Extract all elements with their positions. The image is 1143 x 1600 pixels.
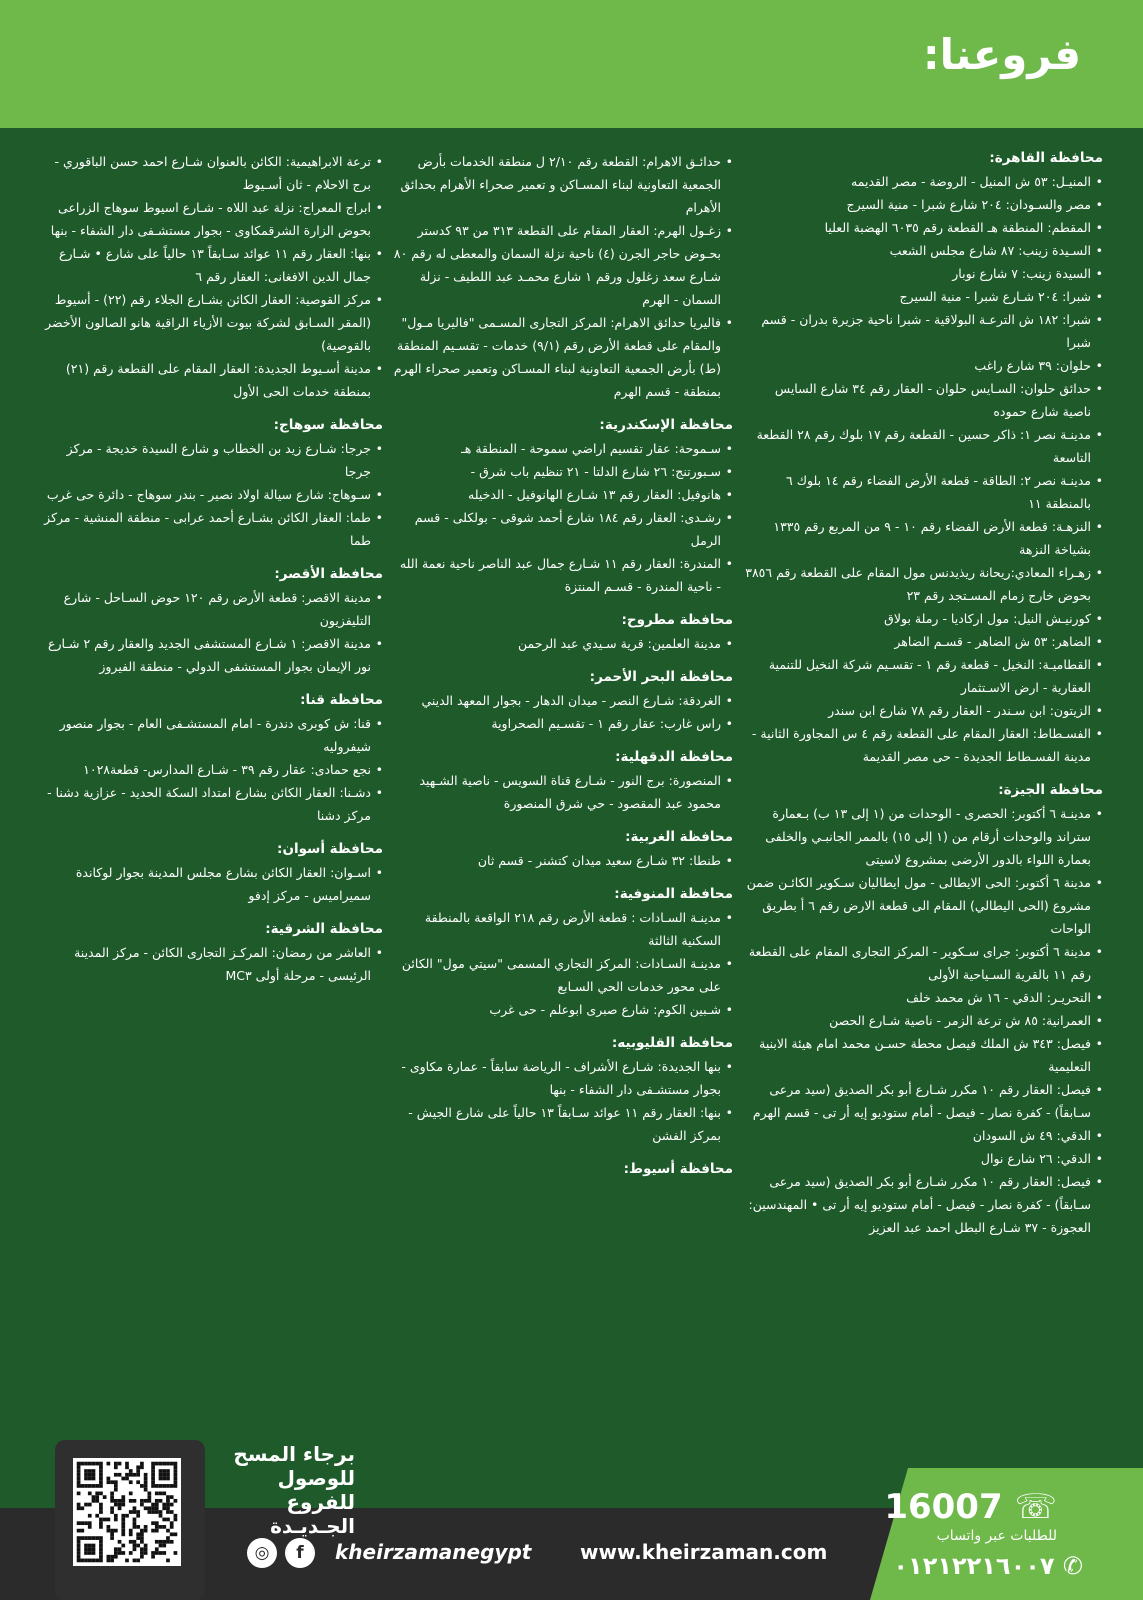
instagram-icon[interactable]: ◎ <box>247 1538 277 1568</box>
branch-item: • القطاميـة: النخيل - قطعة رقم ١ - تقسـيم شركة النخيل للتنمية العقارية - ارض الاسـتثمار <box>743 653 1103 699</box>
branch-item: • مدينة العلمين: قرية سـيدي عبد الرحمن <box>393 632 733 655</box>
branch-item: • هانوفيل: العقار رقم ١٣ شـارع الهانوفيل - الدخيله <box>393 483 733 506</box>
qr-caption: برجاء المسح للوصول للفروع الجـديـدة <box>233 1442 355 1538</box>
branch-item: • كورنيـش النيل: مول اركاديا - رملة بولاق <box>743 607 1103 630</box>
branch-item: • سـبورتنج: ٢٦ شارع الدلتا - ٢١ تنظيم باب شرق - <box>393 460 733 483</box>
branch-list <box>38 150 383 403</box>
branch-list <box>393 437 733 598</box>
website-link[interactable]: www.kheirzaman.com <box>580 1540 828 1564</box>
branch-item: • حدائـق الاهرام: القطعة رقم ٢/١٠ ل منطقة الخدمات بأرض الجمعية التعاونية لبناء المسـاكن و تعمير صحراء الأهرام بحدائق الأهرام <box>393 150 733 219</box>
branch-item: • نجع حمادى: عقار رقم ٣٩ - شـارع المدارس- قطعة١٠٢٨ <box>38 758 383 781</box>
governorate-title: محافظة الغربية: <box>625 829 733 845</box>
branch-item: • شبرا: ١٨٢ ش الترعـة البولاقية - شبرا ناحية جزيرة بدران - قسم شبرا <box>743 308 1103 354</box>
branch-item: • بنها: العقار رقم ١١ عوائد سـابقاً ١٣ حالياً على شارع • شـارع جمال الدين الافغانى: العقار رقم ٦ <box>38 242 383 288</box>
branch-item: • جرجا: شـارع زيد بن الخطاب و شارع السيدة خديجة - مركز جرجا <box>38 437 383 483</box>
branch-list <box>393 1055 733 1147</box>
governorate-section <box>38 417 383 552</box>
branch-list <box>393 769 733 815</box>
branch-list <box>393 689 733 735</box>
branch-item: • المنصورة: برج النور - شـارع قناة السويس - ناصية الشـهيد محمود عبد المقصود - حي شرق المنصورة <box>393 769 733 815</box>
branch-item: • ترعة الابراهيمية: الكائن بالعنوان شـارع احمد حسن الباقوري - برج الاحلام - ثان أسـيوط <box>38 150 383 196</box>
branch-list <box>38 437 383 552</box>
branch-list <box>743 170 1103 768</box>
phone-icon: ☏ <box>1014 1487 1057 1527</box>
whatsapp-number[interactable]: ✆ ٠١٢١٢٢١٦٠٠٧ <box>893 1552 1083 1580</box>
branch-item: • فاليريا حدائق الاهرام: المركز التجارى المسـمى "فاليريا مـول" والمقام على قطعة الأرض رقم (٩/١) خدمات - تقسـيم المنطقة (ط) بأرض الجمعية التعاونية لبناء المسـاكن وتعمير صحراء الهرم بمنطقة - قسم الهرم <box>393 311 733 403</box>
branch-item: • رشـدى: العقار رقم ١٨٤ شارع أحمد شوقى - بولكلى - قسم الرمل <box>393 506 733 552</box>
governorate-section <box>393 669 733 735</box>
branch-item: • التحريـر: الدقي - ١٦ ش محمد خلف <box>743 986 1103 1009</box>
branch-item: • شـبين الكوم: شارع صبرى ابوعلم - حى غرب <box>393 998 733 1021</box>
governorate-title: محافظة الجيزة: <box>998 782 1103 798</box>
branch-list <box>743 802 1103 1239</box>
branch-item: • العاشر من رمضان: المركـز التجارى الكائن - مركز المدينة الرئيسى - مرحلة أولى MC٣ <box>38 941 383 987</box>
branch-item: • الدقي: ٢٦ شارع نوال <box>743 1147 1103 1170</box>
branch-item: • الفسـطاط: العقار المقام على القطعة رقم ٤ س المجاورة الثانية - مدينة الفسـطاط الجديدة - حى مصر القديمة <box>743 722 1103 768</box>
branch-item: • مدينـة السـادات : قطعة الأرض رقم ٢١٨ الواقعة بالمنطقة السكنية الثالثة <box>393 906 733 952</box>
branch-item: • زهـراء المعادي:ريحانة ريذيدنس مول المقام على القطعة رقم ٣٨٥٦ بحوض خارج زمام المسـتجد رقم ٢٣ <box>743 561 1103 607</box>
governorate-section <box>393 1161 733 1177</box>
branches-content <box>38 150 1103 1420</box>
branch-item: • سـوهاج: شارع سيالة اولاد نصير - بندر سوهاج - دائرة حى غرب <box>38 483 383 506</box>
hotline-note: للطلبات عبر واتساب <box>936 1528 1057 1544</box>
governorate-section <box>393 150 733 403</box>
branch-item: • شبرا: ٢٠٤ شـارع شبرا - منية السيرج <box>743 285 1103 308</box>
branch-item: • الضاهر: ٥٣ ش الضاهر - قسـم الضاهر <box>743 630 1103 653</box>
branch-list <box>38 712 383 827</box>
governorate-section <box>743 150 1103 768</box>
branch-item: • راس غارب: عقار رقم ١ - تقسـيم الصحراوية <box>393 712 733 735</box>
branch-item: • الغردقة: شـارع النصر - ميدان الدهار - بجوار المعهد الديني <box>393 689 733 712</box>
governorate-title: محافظة مطروح: <box>621 612 733 628</box>
branch-item: • السيدة زينب: ٧ شارع نوبار <box>743 262 1103 285</box>
branch-item: • مدينـة السـادات: المركز التجاري المسمى "سيتي مول" الكائن على محور خدمات الحي السـابع <box>393 952 733 998</box>
page-title: فروعنا: <box>922 30 1081 79</box>
branch-item: • ابراج المعراج: نزلة عبد اللاه - شـارع اسيوط سوهاج الزراعى بحوض الزارة الشرقمكاوى - بجوار مستشـفى دار الشفاء - بنها <box>38 196 383 242</box>
branch-item: • مدينة ٦ أكتوبر: الحى الايطالى - مول ايطاليان سـكوير الكائـن ضمن مشروع (الحى اليطالي) المقام الى قطعة الارض رقم ٦ أ بطريق الواحات <box>743 871 1103 940</box>
branch-item: • مدينة أسـيوط الجديدة: العقار المقام على القطعة رقم (٢١) بمنطقة خدمات الحى الأول <box>38 357 383 403</box>
governorate-section <box>393 886 733 1021</box>
branch-item: • النزهـة: قطعة الأرض الفضاء رقم ١٠ - ٩ من المربع رقم ١٣٣٥ بشياخة النزهة <box>743 515 1103 561</box>
branch-item: • اسـوان: العقار الكائن بشارع مجلس المدينة بجوار لوكاندة سميراميس - مركز إدفو <box>38 861 383 907</box>
branch-list <box>38 586 383 678</box>
governorate-title: محافظة أسيوط: <box>623 1161 733 1177</box>
branch-item: • الدقي: ٤٩ ش السودان <box>743 1124 1103 1147</box>
governorate-title: محافظة قنا: <box>300 692 383 708</box>
governorate-title: محافظة القاهرة: <box>989 150 1103 166</box>
branch-item: • مصر والسـودان: ٢٠٤ شارع شبرا - منية السيرج <box>743 193 1103 216</box>
branch-item: • حدائق حلوان: السـايس حلوان - العقار رقم ٣٤ شارع السايس ناصية شارع حموده <box>743 377 1103 423</box>
governorate-section <box>393 612 733 655</box>
branch-item: • مركز القوصية: العقار الكائن بشـارع الجلاء رقم (٢٢) - أسيوط (المقر السـابق لشركة بيوت الأزياء الراقية هانو الصالون الأخضر بالقوصية) <box>38 288 383 357</box>
branch-item: • بنها الجديدة: شـارع الأشراف - الرياضة سابقاً - عمارة مكاوى - بجوار مستشـفى دار الشفاء - بنها <box>393 1055 733 1101</box>
column-2 <box>393 150 733 1420</box>
branch-item: • سـموحة: عقار تقسيم اراضي سموحة - المنطقة هـ <box>393 437 733 460</box>
branch-item: • طما: العقار الكائن بشـارع أحمد عرابى - منطقة المنشية - مركز طما <box>38 506 383 552</box>
whatsapp-icon: ✆ <box>1062 1552 1083 1580</box>
branch-item: • مدينـة نصر ١: ذاكر حسين - القطعة رقم ١٧ بلوك رقم ٢٨ القطعة التاسعة <box>743 423 1103 469</box>
branch-item: • المقطم: المنطقة هـ القطعة رقم ٦٠٣٥ الهضبة العليا <box>743 216 1103 239</box>
column-3 <box>38 150 383 1420</box>
branch-list <box>393 906 733 1021</box>
branch-item: • فيصل: ٣٤٣ ش الملك فيصل محطة حسـن محمد امام هيئة الابنية التعليمية <box>743 1032 1103 1078</box>
branch-item: • دشـنا: العقار الكائن بشارع امتداد السكة الحديد - عزازية دشنا - مركز دشنا <box>38 781 383 827</box>
governorate-section <box>38 841 383 907</box>
governorate-section <box>743 782 1103 1239</box>
branch-list <box>393 849 733 872</box>
branch-list <box>393 632 733 655</box>
branch-list <box>393 150 733 403</box>
hotline-number[interactable]: 16007 ☏ <box>884 1487 1057 1527</box>
branch-item: • السـيدة زينب: ٨٧ شارع مجلس الشعب <box>743 239 1103 262</box>
column-1 <box>743 150 1103 1420</box>
branch-item: • المنيـل: ٥٣ ش المنيل - الروضة - مصر القديمه <box>743 170 1103 193</box>
branch-item: • الزيتون: ابن سـندر - العقار رقم ٧٨ شارع ابن سندر <box>743 699 1103 722</box>
governorate-section <box>38 566 383 678</box>
social-handle[interactable]: kheirzamanegypt <box>335 1540 532 1564</box>
branch-item: • مدينـة نصر ٢: الطاقة - قطعة الأرض الفضاء رقم ١٤ بلوك ٦ بالمنطقة ١١ <box>743 469 1103 515</box>
governorate-title: محافظة سوهاج: <box>273 417 383 433</box>
qr-code[interactable] <box>73 1458 181 1566</box>
branch-item: • العمرانية: ٨٥ ش ترعة الزمر - ناصية شـارع الحصن <box>743 1009 1103 1032</box>
branch-item: • فيصل: العقار رقم ١٠ مكرر شـارع أبو بكر الصديق (سيد مرعى سـابقاً) - كفرة نصار - فيصل - أمام ستوديو إيه أر تى - قسم الهرم <box>743 1078 1103 1124</box>
branch-item: • فيصل: العقار رقم ١٠ مكرر شـارع أبو بكر الصديق (سيد مرعى سـابقاً) - كفرة نصار - فيصل - أمام ستوديو إيه أر تى • المهندسين: العجوزة - ٣٧ شـارع البطل احمد عبد العزيز <box>743 1170 1103 1239</box>
branch-item: • طنطا: ٣٢ شـارع سعيد ميدان كتشنر - قسم ثان <box>393 849 733 872</box>
branch-item: • المندرة: العقار رقم ١١ شـارع جمال عبد الناصر ناحية نعمة الله - ناحية المندرة - قسـم المنتزة <box>393 552 733 598</box>
branch-item: • مدينـة ٦ أكتوبر: الحصرى - الوحدات من (١ إلى ١٣ ب) بـعمارة ستراند والوحدات أرقام من (١ إلى ١٥) بالممر الجانبـي والخلفى بعمارة اللواء بالدور الأرضى بمشروع لاسيتى <box>743 802 1103 871</box>
branch-item: • زغـول الهرم: العقار المقام على القطعة ٣١٣ من ٩٣ كدستر بحـوض حاجر الجرن (٤) ناحية نزلة السمان والمعطى له رقم ٨٠ شـارع سعد زغلول ورقم ١ شارع محمـد عبد اللطيف - نزلة السمان - الهرم <box>393 219 733 311</box>
governorate-section <box>38 692 383 827</box>
branch-item: • مدينة ٦ أكتوبر: جراى سـكوير - المركز التجارى المقام على القطعة رقم ١١ بالقرية السـياحية الأولى <box>743 940 1103 986</box>
governorate-title: محافظة البحر الأحمر: <box>589 669 733 685</box>
governorate-section <box>38 921 383 987</box>
branch-item: • مدينة الاقصر: قطعة الأرض رقم ١٢٠ حوض السـاحل - شارع التليفزيون <box>38 586 383 632</box>
branch-item: • بنها: العقار رقم ١١ عوائد سـابقاً ١٣ حالياً على شارع الجيش - بمركز الفشن <box>393 1101 733 1147</box>
branch-list <box>38 861 383 907</box>
header-banner <box>0 0 1143 128</box>
governorate-section <box>38 150 383 403</box>
governorate-section <box>393 1035 733 1147</box>
facebook-icon[interactable]: f <box>285 1538 315 1568</box>
governorate-title: محافظة أسوان: <box>277 841 383 857</box>
governorate-title: محافظة القليوبيه: <box>611 1035 733 1051</box>
branch-item: • مدينة الاقصر: ١ شـارع المستشفى الجديد والعقار رقم ٢ شـارع نور الإيمان بجوار المستشفى الدولي - منطقة الفيروز <box>38 632 383 678</box>
branch-item: • حلوان: ٣٩ شارع راغب <box>743 354 1103 377</box>
governorate-title: محافظة الإسكندرية: <box>599 417 733 433</box>
governorate-title: محافظة الأقصر: <box>274 566 383 582</box>
governorate-title: محافظة الشرقية: <box>265 921 383 937</box>
branch-list <box>38 941 383 987</box>
governorate-section <box>393 417 733 598</box>
branch-item: • قنا: ش كوبرى دندرة - امام المستشـفى العام - بجوار منصور شيفروليه <box>38 712 383 758</box>
governorate-title: محافظة الدقهلية: <box>615 749 733 765</box>
governorate-title: محافظة المنوفية: <box>614 886 733 902</box>
governorate-section <box>393 749 733 815</box>
governorate-section <box>393 829 733 872</box>
